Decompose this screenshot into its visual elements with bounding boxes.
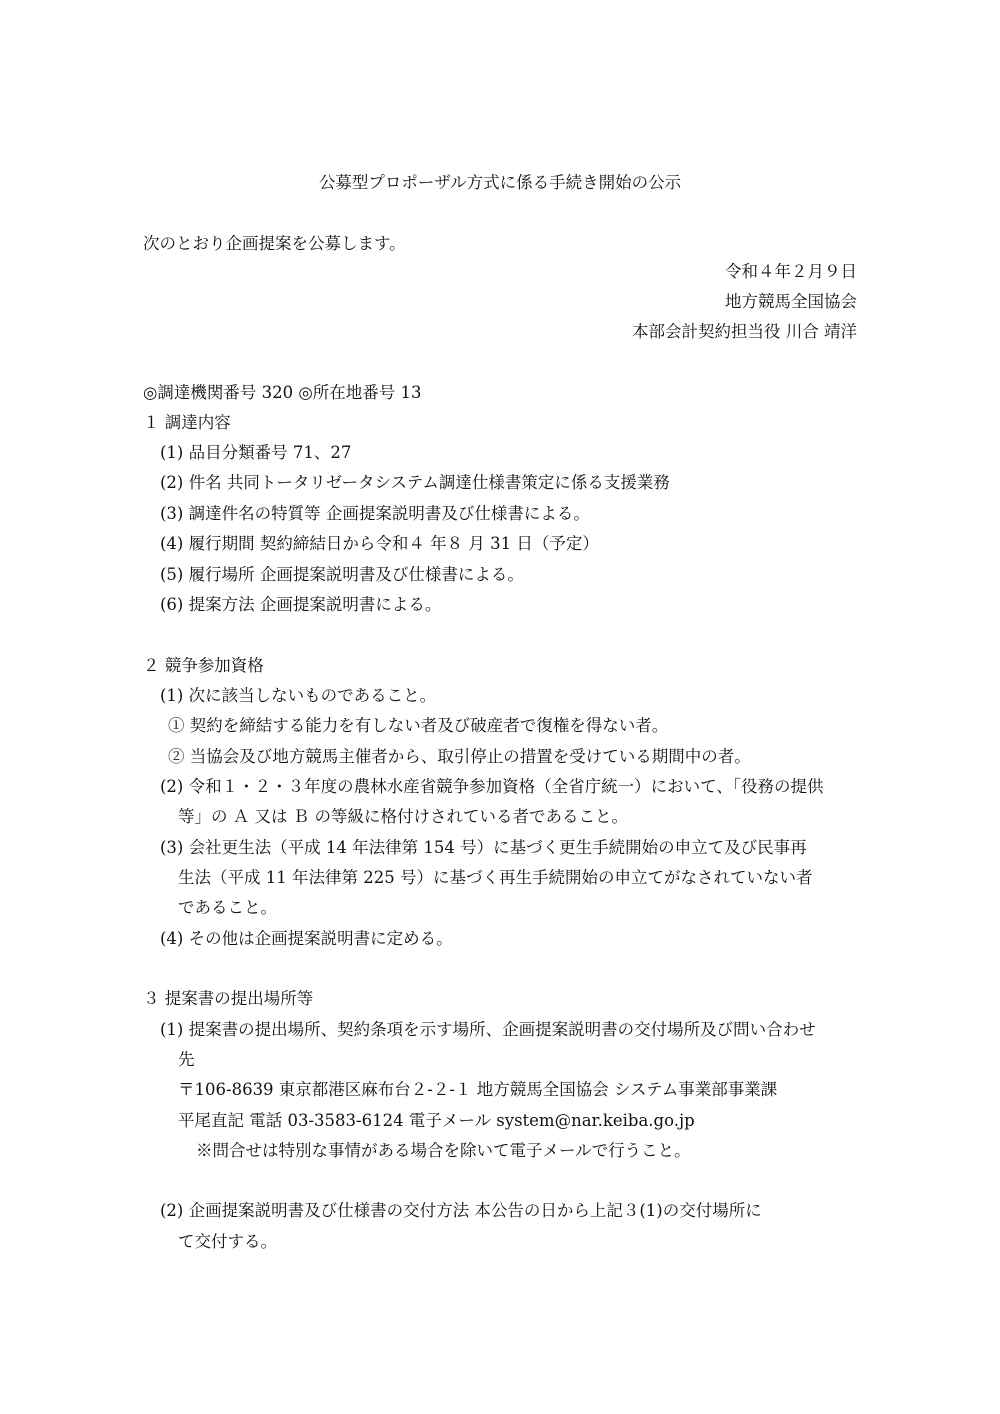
section2-subitem: ① 契約を締結する能力を有しない者及び破産者で復権を得ない者。	[168, 716, 669, 735]
section2-item-continued: であること。	[178, 898, 277, 917]
inquiry-note: ※問合せは特別な事情がある場合を除いて電子メールで行うこと。	[196, 1141, 691, 1160]
section1-heading: １ 調達内容	[143, 413, 231, 432]
intro-text: 次のとおり企画提案を公募します。	[143, 234, 406, 253]
section2-subitem: ② 当協会及び地方競馬主催者から、取引停止の措置を受けている期間中の者。	[168, 747, 751, 766]
notice-date: 令和４年２月９日	[725, 262, 857, 281]
section2-item: (1) 次に該当しないものであること。	[160, 686, 437, 705]
section2-item: (4) その他は企画提案説明書に定める。	[160, 929, 453, 948]
section1-item: (5) 履行場所 企画提案説明書及び仕様書による。	[160, 565, 524, 584]
section1-item: (4) 履行期間 契約締結日から令和４ 年８ 月 31 日（予定）	[160, 534, 599, 553]
section1-item: (6) 提案方法 企画提案説明書による。	[160, 595, 442, 614]
section2-item: (3) 会社更生法（平成 14 年法律第 154 号）に基づく更生手続開始の申立て及び民事再	[160, 838, 807, 857]
contact-address: 〒106-8639 東京都港区麻布台２‐２‐１ 地方競馬全国協会 システム事業部事業課	[178, 1080, 778, 1099]
section3-item: (2) 企画提案説明書及び仕様書の交付方法 本公告の日から上記３(1)の交付場所に	[160, 1201, 762, 1220]
section1-item: (3) 調達件名の特質等 企画提案説明書及び仕様書による。	[160, 504, 590, 523]
section2-item-continued: 生法（平成 11 年法律第 225 号）に基づく再生手続開始の申立てがなされていない者	[178, 868, 813, 887]
section1-item: (2) 件名 共同トータリゼータシステム調達仕様書策定に係る支援業務	[160, 473, 670, 492]
section3-item-continued: 先	[178, 1050, 195, 1069]
section2-heading: ２ 競争参加資格	[143, 656, 264, 675]
section2-item: (2) 令和１・２・３年度の農林水産省競争参加資格（全省庁統一）において、「役務の提供	[160, 777, 824, 796]
section3-item: (1) 提案書の提出場所、契約条項を示す場所、企画提案説明書の交付場所及び問い合わせ	[160, 1020, 816, 1039]
section2-item-continued: 等」の Ａ 又は Ｂ の等級に格付けされている者であること。	[178, 807, 628, 826]
section1-item: (1) 品目分類番号 71、27	[160, 443, 352, 462]
section3-heading: ３ 提案書の提出場所等	[143, 989, 314, 1008]
contracting-official: 本部会計契約担当役 川合 靖洋	[632, 322, 857, 341]
organization-name: 地方競馬全国協会	[725, 292, 857, 311]
section3-item-continued: て交付する。	[178, 1232, 277, 1251]
contact-phone-email: 平尾直記 電話 03‐3583‐6124 電子メール system@nar.keiba.go.jp	[178, 1111, 695, 1130]
document-title: 公募型プロポーザル方式に係る手続き開始の公示	[318, 173, 682, 192]
agency-codes: ◎調達機関番号 320 ◎所在地番号 13	[143, 383, 422, 402]
